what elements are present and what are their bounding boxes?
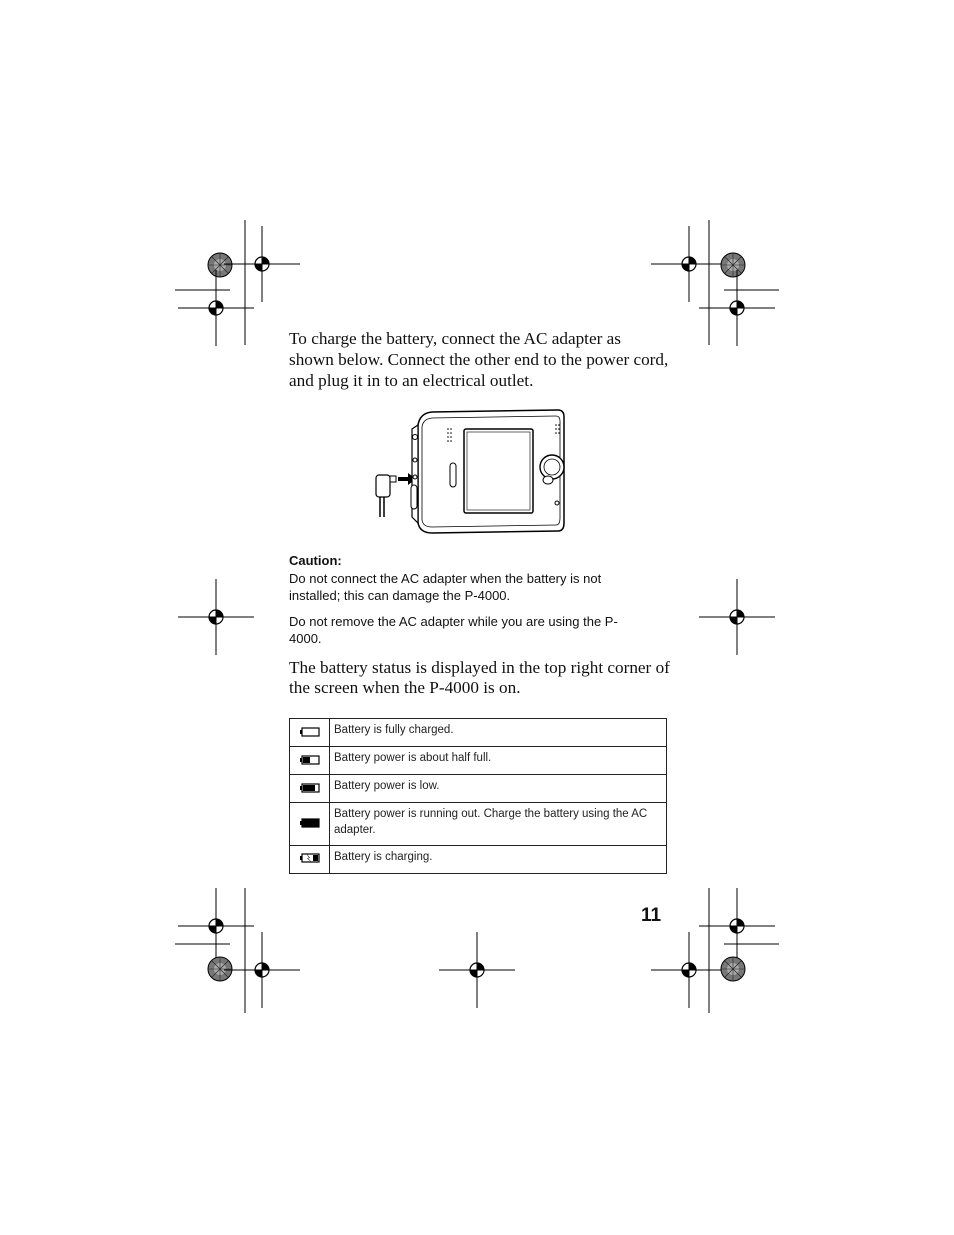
table-row [290, 719, 667, 747]
device-charging-illustration [370, 405, 570, 540]
page-number: 11 [641, 905, 662, 926]
battery-full-icon [290, 719, 330, 747]
battery-status-description: Battery is fully charged. [330, 719, 667, 747]
caution-heading: Caution: [289, 553, 342, 568]
battery-status-description: Battery power is low. [330, 775, 667, 803]
caution-text-2: Do not remove the AC adapter while you are using the P-4000. [289, 614, 618, 646]
battery-charging-icon [290, 846, 330, 874]
battery-status-description: Battery power is running out. Charge the battery using the AC adapter. [330, 803, 667, 846]
intro-paragraph: To charge the battery, connect the AC adapter as shown below. Connect the other end to the power cord, and plug it in to an electrical outlet. [289, 329, 669, 390]
battery-half-icon [290, 747, 330, 775]
caution-text-1: Do not connect the AC adapter when the battery is not installed; this can damage the P-4000. [289, 571, 602, 603]
battery-empty-icon [290, 803, 330, 846]
battery-low-icon [290, 775, 330, 803]
table-row [290, 846, 667, 874]
table-row [290, 747, 667, 775]
table-row [290, 803, 667, 846]
battery-status-paragraph: The battery status is displayed in the top right corner of the screen when the P-4000 is on. [289, 658, 670, 697]
battery-status-description: Battery power is about half full. [330, 747, 667, 775]
battery-status-description: Battery is charging. [330, 846, 667, 874]
table-row [290, 775, 667, 803]
battery-status-table [289, 718, 667, 874]
